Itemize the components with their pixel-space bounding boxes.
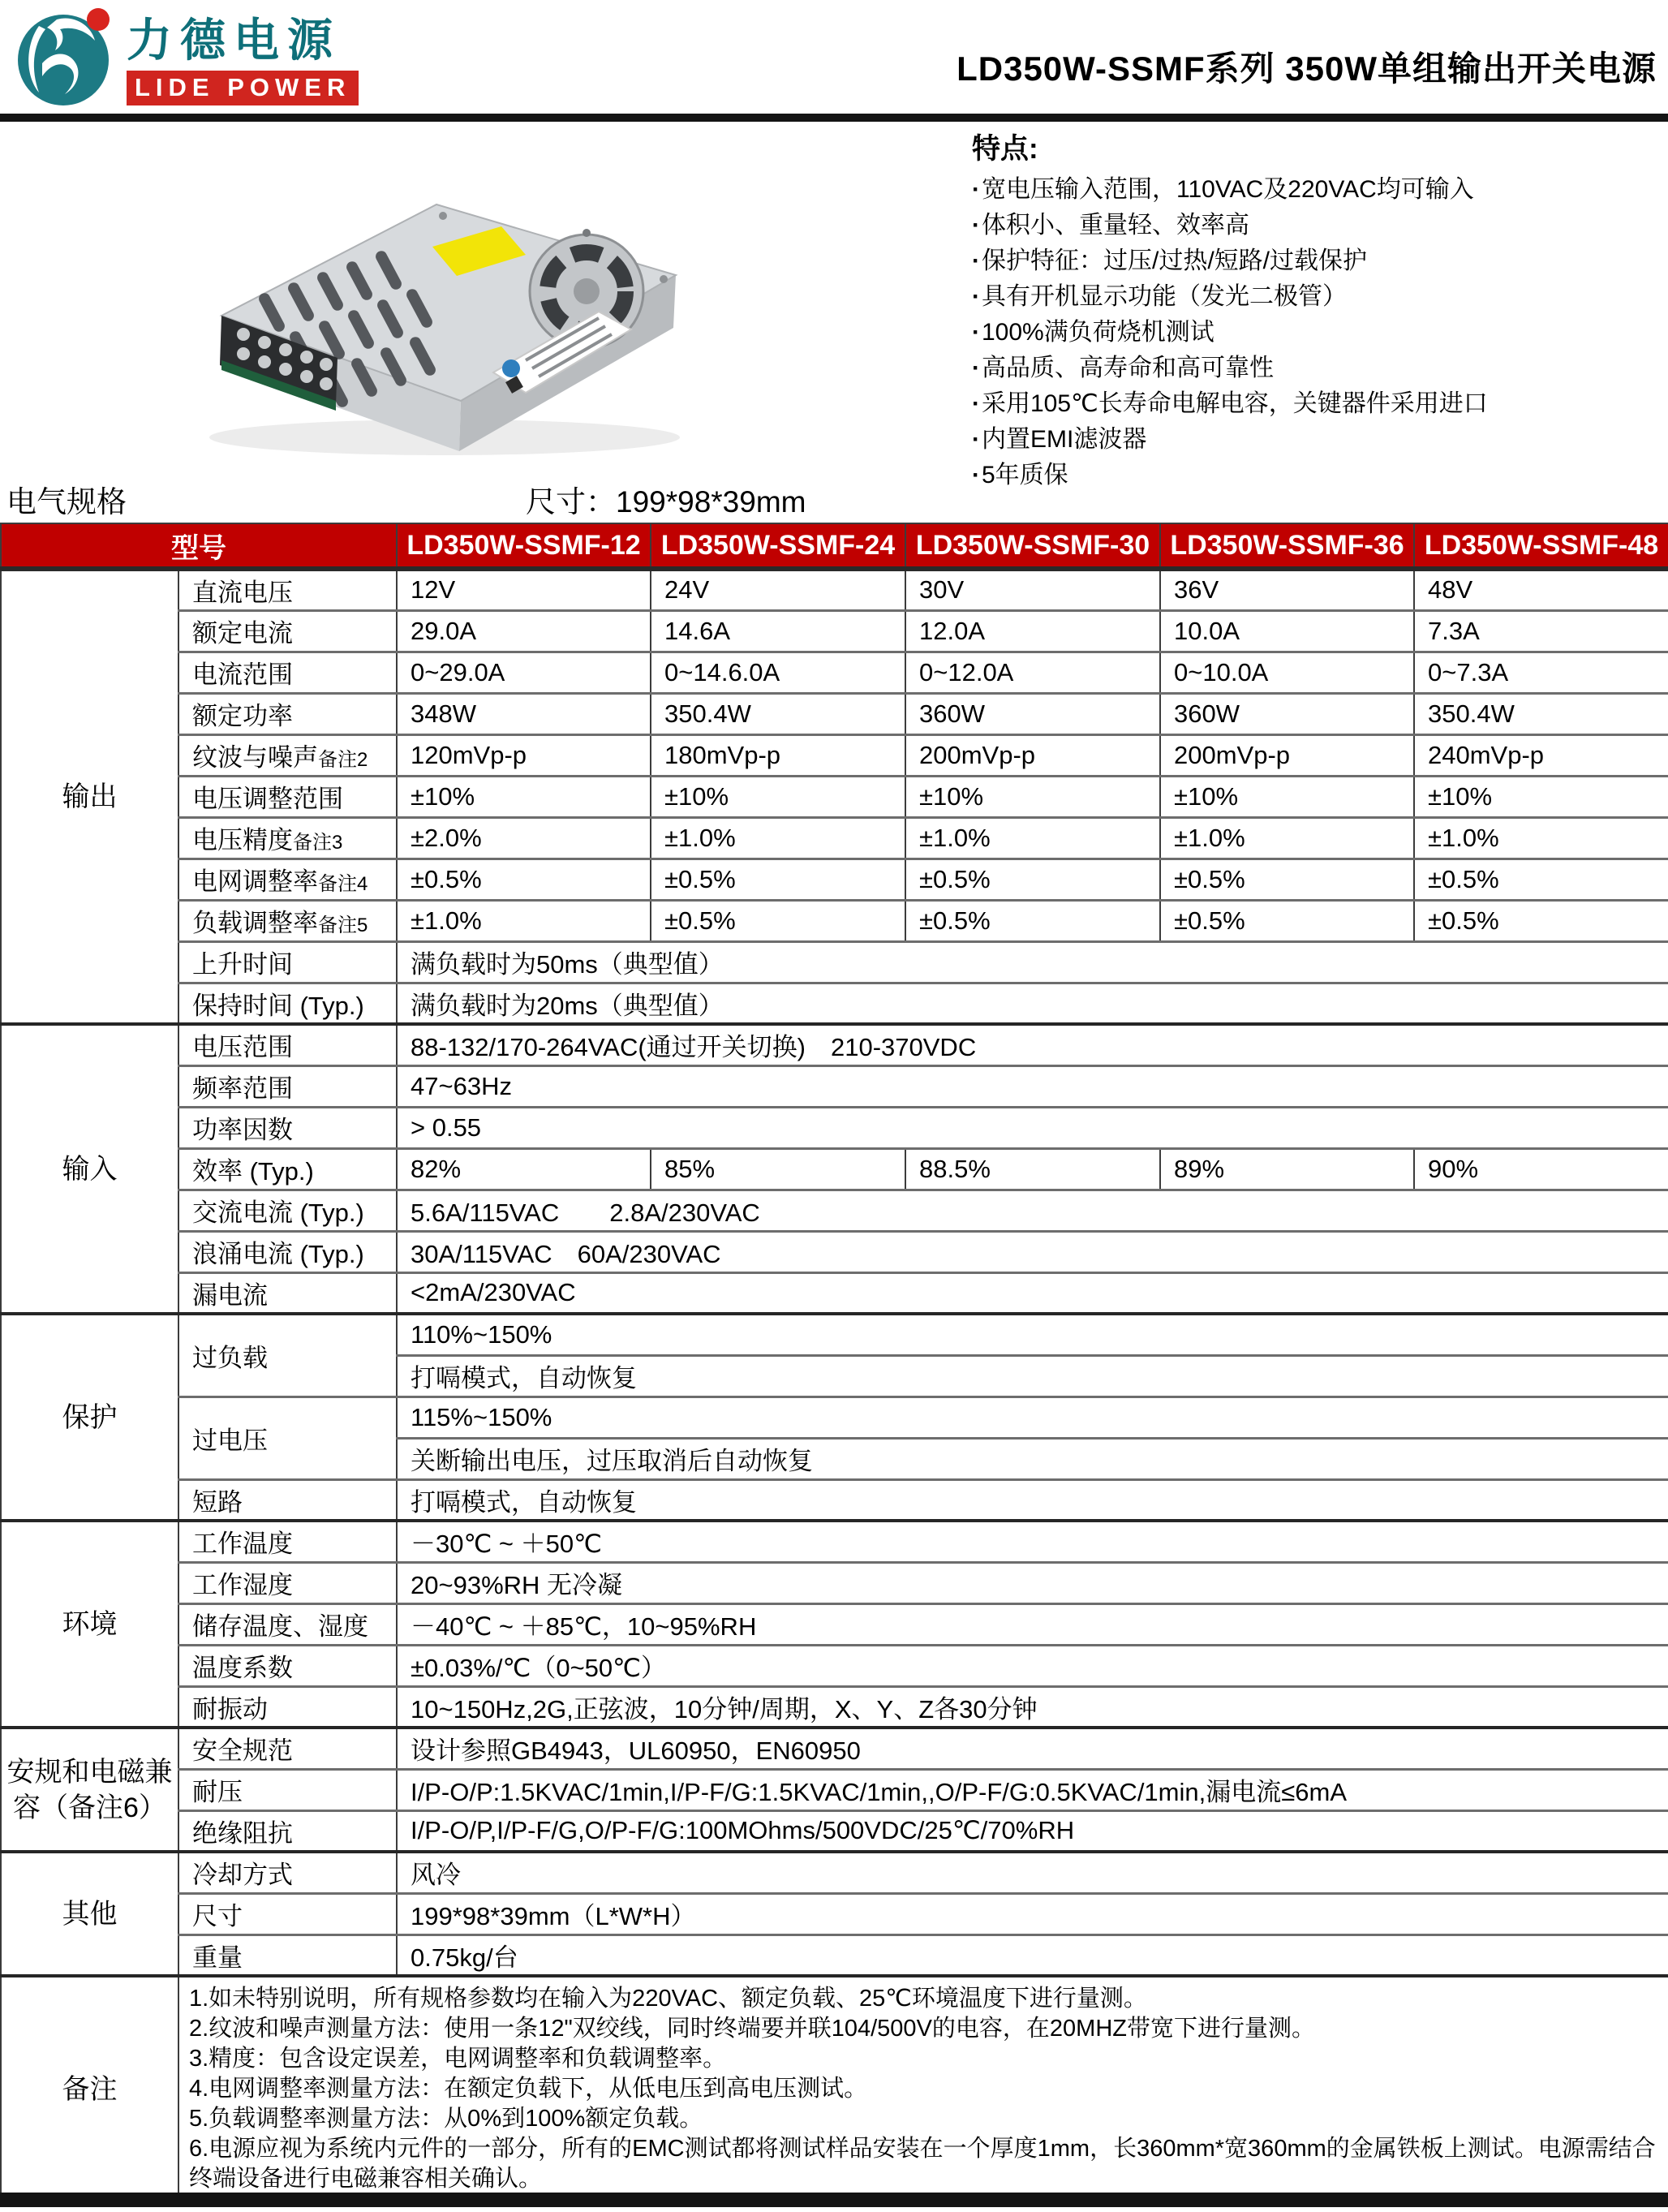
features-panel: [972, 127, 1662, 493]
table-row: [1, 1107, 1668, 1148]
category-cell-safety-emc: 安规和电磁兼容（备注6）: [1, 1728, 178, 1852]
page-header: [0, 0, 1668, 122]
value-cell: 12.0A: [905, 610, 1160, 652]
table-row: [1, 1810, 1668, 1852]
value-cell: 0~12.0A: [905, 652, 1160, 693]
category-cell-output: 输出: [1, 569, 178, 1024]
model-name-cell: LD350W-SSMF-36: [1160, 523, 1414, 569]
value-cell: ±1.0%: [397, 900, 651, 941]
param-label-cell: 绝缘阻抗: [178, 1810, 397, 1852]
value-cell: ±0.5%: [651, 859, 905, 900]
value-cell: ±10%: [397, 776, 651, 817]
value-cell: 12V: [397, 569, 651, 610]
value-cell: ±10%: [905, 776, 1160, 817]
feature-item: · 高品质、高寿命和高可靠性: [972, 351, 1662, 386]
value-cell: ±0.5%: [1160, 900, 1414, 941]
table-row: [1, 1272, 1668, 1314]
param-label-cell: 耐压: [178, 1769, 397, 1810]
feature-item: · 宽电压输入范围，110VAC及220VAC均可输入: [972, 172, 1662, 208]
table-row: [1, 776, 1668, 817]
table-row: [1, 693, 1668, 734]
table-row: [1, 1686, 1668, 1728]
value-cell: ±0.5%: [1414, 859, 1668, 900]
table-row: [1, 1190, 1668, 1231]
note-line: 5.负载调整率测量方法：从0%到100%额定负载。: [189, 2106, 703, 2132]
value-cell: 满负载时为50ms（典型值）: [397, 941, 1668, 983]
value-cell: 30V: [905, 569, 1160, 610]
param-label-cell: 电压范围: [178, 1024, 397, 1065]
feature-item: · 体积小、重量轻、效率高: [972, 208, 1662, 243]
value-cell: ±10%: [651, 776, 905, 817]
table-row: [1, 1934, 1668, 1976]
value-cell: 90%: [1414, 1148, 1668, 1190]
value-cell: 10~150Hz,2G,正弦波，10分钟/周期，X、Y、Z各30分钟: [397, 1686, 1668, 1728]
table-row: [1, 1769, 1668, 1810]
value-cell: 0.75kg/台: [397, 1934, 1668, 1976]
value-cell: 0~7.3A: [1414, 652, 1668, 693]
product-image: [144, 125, 712, 466]
param-label-cell: 重量: [178, 1934, 397, 1976]
param-label-cell: 直流电压: [178, 569, 397, 610]
value-cell: I/P-O/P:1.5KVAC/1min,I/P-F/G:1.5KVAC/1min,,O/P-F/G:0.5KVAC/1min,漏电流≤6mA: [397, 1769, 1668, 1810]
value-cell: 30A/115VAC 60A/230VAC: [397, 1231, 1668, 1272]
param-label-cell: 功率因数: [178, 1107, 397, 1148]
value-cell: ±0.5%: [651, 900, 905, 941]
value-cell: 0~14.6.0A: [651, 652, 905, 693]
doc-title: LD350W-SSMF系列 350W单组输出开关电源: [957, 49, 1657, 88]
category-cell-protection: 保护: [1, 1314, 178, 1521]
value-cell: 89%: [1160, 1148, 1414, 1190]
value-cell: 348W: [397, 693, 651, 734]
value-cell: 350.4W: [651, 693, 905, 734]
value-cell: ±0.5%: [1414, 900, 1668, 941]
brand-name-cn: 力德电源: [127, 14, 341, 66]
value-cell: 88.5%: [905, 1148, 1160, 1190]
table-row: [1, 569, 1668, 610]
param-label-cell: 电压精度备注3: [178, 817, 397, 859]
param-label-cell: 短路: [178, 1479, 397, 1521]
param-label-cell: 纹波与噪声备注2: [178, 734, 397, 776]
table-row: [1, 1314, 1668, 1355]
value-cell: ±1.0%: [1414, 817, 1668, 859]
feature-item: · 内置EMI滤波器: [972, 422, 1662, 458]
param-label-cell: 漏电流: [178, 1272, 397, 1314]
table-row: [1, 1562, 1668, 1603]
param-label-cell: 尺寸: [178, 1893, 397, 1934]
table-row: [1, 1521, 1668, 1562]
param-label-cell: 浪涌电流 (Typ.): [178, 1231, 397, 1272]
model-header-cell: 型号: [1, 523, 397, 569]
param-label-cell: 上升时间: [178, 941, 397, 983]
param-label-cell: 效率 (Typ.): [178, 1148, 397, 1190]
value-cell: 29.0A: [397, 610, 651, 652]
param-label-cell: 频率范围: [178, 1065, 397, 1107]
value-cell: 满负载时为20ms（典型值）: [397, 983, 1668, 1024]
value-cell: 120mVp-p: [397, 734, 651, 776]
value-cell: 85%: [651, 1148, 905, 1190]
value-cell: ±10%: [1414, 776, 1668, 817]
param-label-cell: 耐振动: [178, 1686, 397, 1728]
value-cell: 360W: [1160, 693, 1414, 734]
table-row: [1, 900, 1668, 941]
value-cell: 20~93%RH 无冷凝: [397, 1562, 1668, 1603]
category-cell-other: 其他: [1, 1852, 178, 1976]
note-line: 6.电源应视为系统内元件的一部分，所有的EMC测试都将测试样品安装在一个厚度1mm，长360mm*宽360mm的金属铁板上测试。电源需结合终端设备进行电磁兼容相关确认。: [189, 2136, 1656, 2192]
note-line: 1.如未特别说明，所有规格参数均在输入为220VAC、额定负载、25℃环境温度下进行量测。: [189, 1986, 1147, 2012]
param-label-cell: 交流电流 (Typ.): [178, 1190, 397, 1231]
brand-logo-icon: [15, 5, 118, 112]
subheader-row: [0, 477, 1668, 519]
param-label-cell: 过电压: [178, 1396, 397, 1479]
value-cell: 200mVp-p: [905, 734, 1160, 776]
spec-table: [0, 523, 1668, 2202]
param-label-cell: 电流范围: [178, 652, 397, 693]
bottom-rule: [0, 2193, 1668, 2207]
brand-logo: [15, 5, 359, 112]
value-cell: 风冷: [397, 1852, 1668, 1893]
value-cell: 110%~150%: [397, 1314, 1668, 1355]
table-row: [1, 734, 1668, 776]
features-heading: 特点:: [972, 133, 1038, 165]
model-name-cell: LD350W-SSMF-48: [1414, 523, 1668, 569]
value-cell: ±0.03%/℃（0~50℃）: [397, 1645, 1668, 1686]
table-row: [1, 610, 1668, 652]
feature-item: · 采用105℃长寿命电解电容，关键器件采用进口: [972, 386, 1662, 422]
value-cell: 48V: [1414, 569, 1668, 610]
value-cell: 0~10.0A: [1160, 652, 1414, 693]
value-cell: 设计参照GB4943，UL60950，EN60950: [397, 1728, 1668, 1769]
value-cell: 350.4W: [1414, 693, 1668, 734]
category-cell-environment: 环境: [1, 1521, 178, 1728]
note-line: 2.纹波和噪声测量方法：使用一条12"双绞线，同时终端要并联104/500V的电容，在20MHZ带宽下进行量测。: [189, 2016, 1315, 2042]
table-row: [1, 1396, 1668, 1438]
table-row: [1, 1976, 1668, 2201]
table-row: [1, 1148, 1668, 1190]
value-cell: > 0.55: [397, 1107, 1668, 1148]
table-row: [1, 941, 1668, 983]
spec-section-label: 电气规格: [6, 485, 127, 519]
value-cell: ±0.5%: [905, 900, 1160, 941]
value-cell: 180mVp-p: [651, 734, 905, 776]
param-label-cell: 电网调整率备注4: [178, 859, 397, 900]
model-name-cell: LD350W-SSMF-24: [651, 523, 905, 569]
value-cell: 0~29.0A: [397, 652, 651, 693]
value-cell: 24V: [651, 569, 905, 610]
table-row: [1, 1231, 1668, 1272]
table-row: [1, 1479, 1668, 1521]
value-cell: 打嗝模式，自动恢复: [397, 1479, 1668, 1521]
value-cell: ±0.5%: [905, 859, 1160, 900]
value-cell: 14.6A: [651, 610, 905, 652]
category-cell-input: 输入: [1, 1024, 178, 1314]
hero-section: [0, 122, 1668, 488]
feature-item: · 5年质保: [972, 458, 1662, 493]
value-cell: 7.3A: [1414, 610, 1668, 652]
param-label-cell: 工作温度: [178, 1521, 397, 1562]
param-label-cell: 安全规范: [178, 1728, 397, 1769]
table-row: [1, 1893, 1668, 1934]
value-cell: 关断输出电压，过压取消后自动恢复: [397, 1438, 1668, 1479]
value-cell: ±10%: [1160, 776, 1414, 817]
value-cell: <2mA/230VAC: [397, 1272, 1668, 1314]
value-cell: ±1.0%: [905, 817, 1160, 859]
model-name-cell: LD350W-SSMF-30: [905, 523, 1160, 569]
param-label-cell: 负载调整率备注5: [178, 900, 397, 941]
table-row: [1, 1645, 1668, 1686]
feature-item: · 100%满负荷烧机测试: [972, 315, 1662, 351]
param-label-cell: 储存温度、湿度: [178, 1603, 397, 1645]
value-cell: ±2.0%: [397, 817, 651, 859]
notes-cell: [178, 1976, 1668, 2201]
table-header-row: [1, 523, 1668, 569]
param-label-cell: 额定电流: [178, 610, 397, 652]
value-cell: 200mVp-p: [1160, 734, 1414, 776]
brand-name-en: LIDE POWER: [127, 71, 359, 105]
category-cell-notes: 备注: [1, 1976, 178, 2201]
table-row: [1, 817, 1668, 859]
value-cell: ±0.5%: [397, 859, 651, 900]
table-row: [1, 1603, 1668, 1645]
value-cell: 199*98*39mm（L*W*H）: [397, 1893, 1668, 1934]
table-row: [1, 1852, 1668, 1893]
feature-item: · 保护特征：过压/过热/短路/过载保护: [972, 243, 1662, 279]
model-name-cell: LD350W-SSMF-12: [397, 523, 651, 569]
param-label-cell: 工作湿度: [178, 1562, 397, 1603]
table-row: [1, 1065, 1668, 1107]
value-cell: ±0.5%: [1160, 859, 1414, 900]
note-line: 3.精度：包含设定误差，电网调整率和负载调整率。: [189, 2046, 727, 2072]
param-label-cell: 冷却方式: [178, 1852, 397, 1893]
param-label-cell: 过负载: [178, 1314, 397, 1396]
param-label-cell: 电压调整范围: [178, 776, 397, 817]
table-row: [1, 652, 1668, 693]
value-cell: －40℃ ~ ＋85℃，10~95%RH: [397, 1603, 1668, 1645]
value-cell: 88-132/170-264VAC(通过开关切换) 210-370VDC: [397, 1024, 1668, 1065]
value-cell: 115%~150%: [397, 1396, 1668, 1438]
param-label-cell: 温度系数: [178, 1645, 397, 1686]
table-row: [1, 1728, 1668, 1769]
value-cell: I/P-O/P,I/P-F/G,O/P-F/G:100MOhms/500VDC/25℃/70%RH: [397, 1810, 1668, 1852]
table-row: [1, 1024, 1668, 1065]
value-cell: 打嗝模式，自动恢复: [397, 1355, 1668, 1396]
param-label-cell: 额定功率: [178, 693, 397, 734]
value-cell: 47~63Hz: [397, 1065, 1668, 1107]
value-cell: 82%: [397, 1148, 651, 1190]
value-cell: ±1.0%: [1160, 817, 1414, 859]
dimension-label: 尺寸：199*98*39mm: [526, 485, 806, 519]
value-cell: 5.6A/115VAC 2.8A/230VAC: [397, 1190, 1668, 1231]
value-cell: 360W: [905, 693, 1160, 734]
value-cell: 10.0A: [1160, 610, 1414, 652]
value-cell: 240mVp-p: [1414, 734, 1668, 776]
value-cell: ±1.0%: [651, 817, 905, 859]
feature-item: · 具有开机显示功能（发光二极管）: [972, 279, 1662, 315]
table-row: [1, 983, 1668, 1024]
value-cell: －30℃ ~ ＋50℃: [397, 1521, 1668, 1562]
value-cell: 36V: [1160, 569, 1414, 610]
table-row: [1, 859, 1668, 900]
param-label-cell: 保持时间 (Typ.): [178, 983, 397, 1024]
note-line: 4.电网调整率测量方法：在额定负载下，从低电压到高电压测试。: [189, 2076, 868, 2102]
